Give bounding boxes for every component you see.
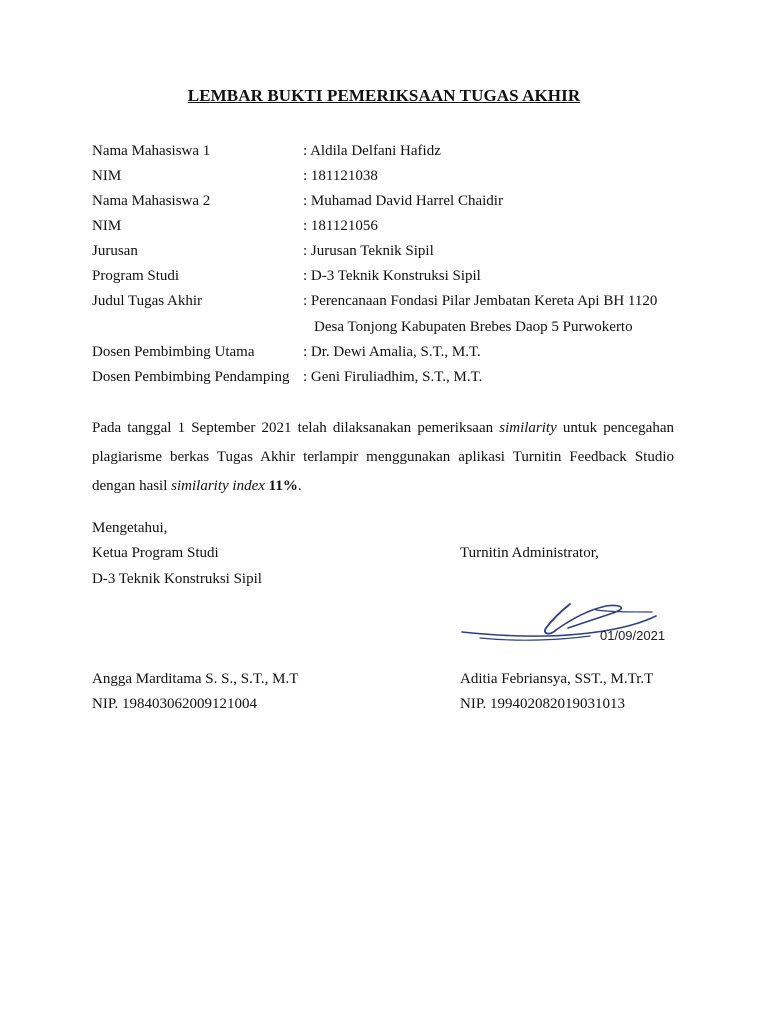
field-label: NIM <box>92 218 122 234</box>
left-signer-role: Ketua Program Studi <box>92 545 219 561</box>
field-value: : 181121056 <box>303 218 378 234</box>
statement-text: untuk pencegahan plagiarisme berkas Tugas Akhir terlampir menggunakan aplikasi Turnitin Feedback Studio dengan hasil <box>92 420 674 494</box>
field-value: : Jurusan Teknik Sipil <box>303 243 434 259</box>
field-label: Nama Mahasiswa 1 <box>92 143 211 159</box>
field-label: Dosen Pembimbing Pendamping <box>92 369 290 385</box>
field-value: : Perencanaan Fondasi Pilar Jembatan Kereta Api BH 1120 <box>303 293 658 309</box>
statement-text: . <box>297 478 302 494</box>
similarity-statement <box>92 414 674 501</box>
statement-emphasis: similarity index <box>171 478 265 494</box>
field-value: : Muhamad David Harrel Chaidir <box>303 193 503 209</box>
field-value: : D-3 Teknik Konstruksi Sipil <box>303 268 481 284</box>
document-title: LEMBAR BUKTI PEMERIKSAAN TUGAS AKHIR <box>187 86 581 105</box>
field-value: : 181121038 <box>303 168 378 184</box>
signature-date: 01/09/2021 <box>600 628 666 643</box>
field-label: Judul Tugas Akhir <box>92 293 203 309</box>
left-signer-nip: NIP. 198403062009121004 <box>92 696 258 712</box>
field-value: : Geni Firuliadhim, S.T., M.T. <box>303 369 483 385</box>
field-value: : Dr. Dewi Amalia, S.T., M.T. <box>303 344 481 360</box>
left-signer-name: Angga Marditama S. S., S.T., M.T <box>92 671 299 687</box>
right-signer-name: Aditia Febriansya, SST., M.Tr.T <box>460 671 654 687</box>
field-label: NIM <box>92 168 122 184</box>
right-signer-nip: NIP. 199402082019031013 <box>460 696 626 712</box>
field-label: Jurusan <box>92 243 138 259</box>
similarity-index-value: 11% <box>268 478 298 494</box>
field-label: Program Studi <box>92 268 180 284</box>
field-label: Dosen Pembimbing Utama <box>92 344 255 360</box>
statement-text: Pada tanggal 1 September 2021 telah dilaksanakan pemeriksaan <box>92 420 500 436</box>
statement-emphasis: similarity <box>499 420 557 436</box>
field-value: : Aldila Delfani Hafidz <box>303 143 441 159</box>
right-signer-role: Turnitin Administrator, <box>460 545 599 561</box>
left-signer-unit: D-3 Teknik Konstruksi Sipil <box>92 571 262 587</box>
acknowledge-label: Mengetahui, <box>92 520 168 536</box>
field-label: Nama Mahasiswa 2 <box>92 193 211 209</box>
field-value-continuation: Desa Tonjong Kabupaten Brebes Daop 5 Purwokerto <box>314 319 633 335</box>
